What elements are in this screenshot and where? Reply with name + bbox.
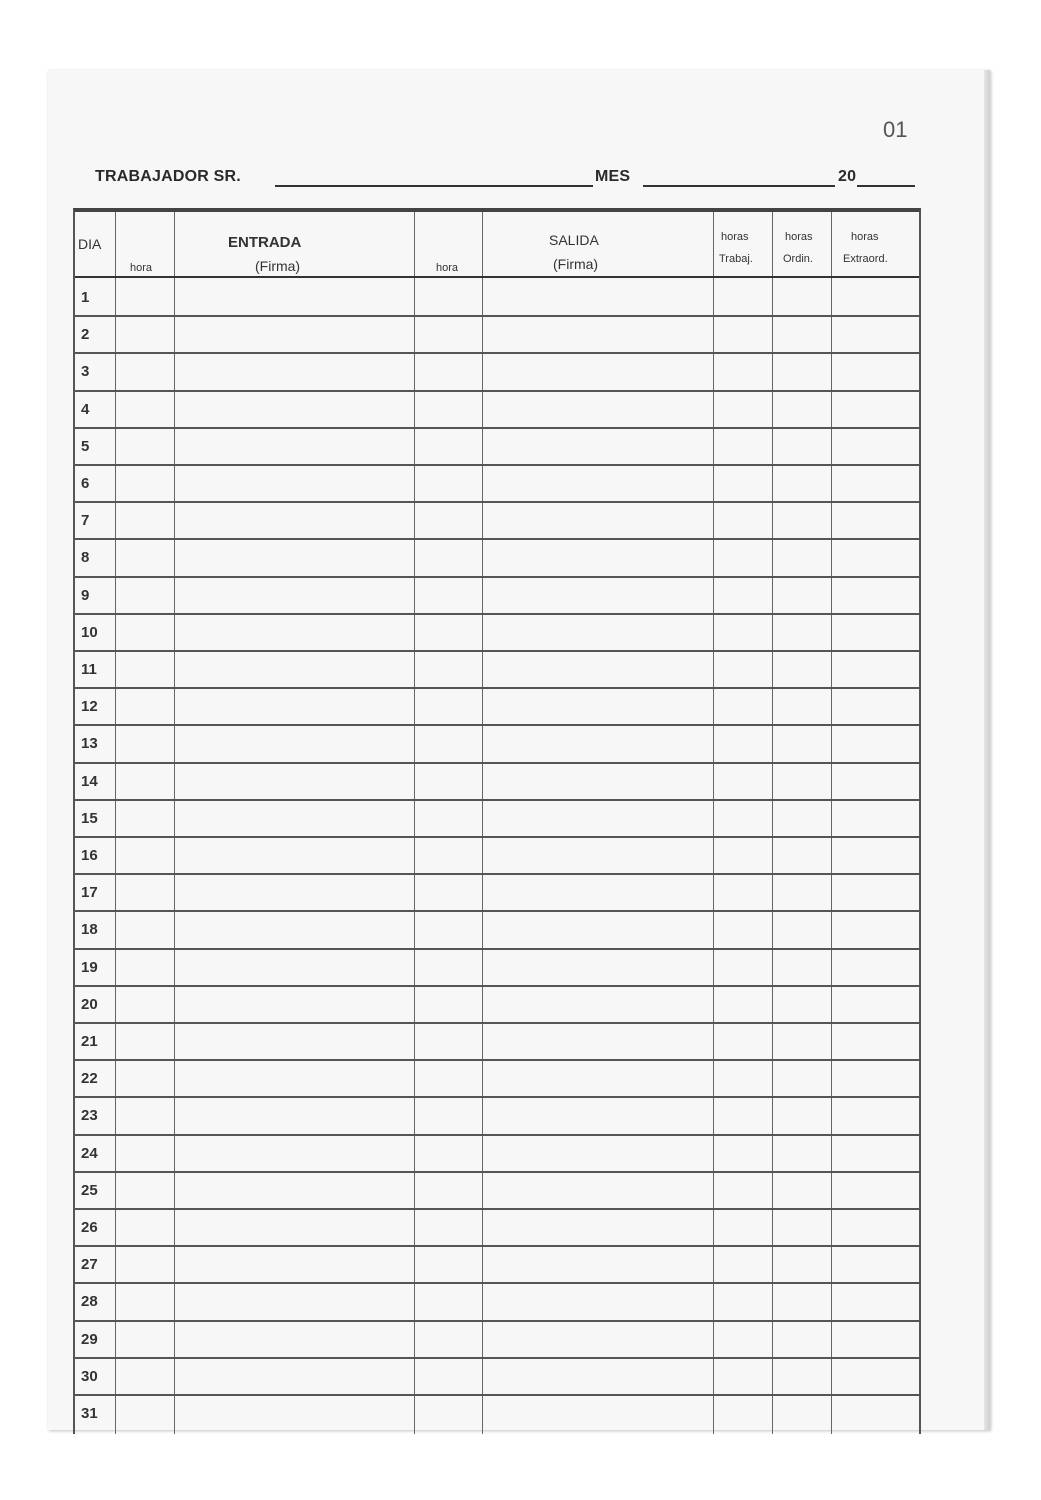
salida-hour-label: hora	[436, 262, 459, 274]
salida-title: SALIDA	[549, 232, 599, 248]
row-divider	[75, 948, 919, 950]
day-number: 18	[81, 921, 98, 939]
day-number: 19	[81, 958, 98, 976]
worker-label: TRABAJADOR SR.	[95, 168, 241, 185]
month-label: MES	[595, 168, 631, 185]
day-number: 8	[81, 549, 90, 567]
row-divider	[75, 1282, 919, 1284]
entrada-subtitle: (Firma)	[255, 258, 301, 274]
day-number: 13	[81, 735, 98, 753]
day-number: 26	[81, 1219, 98, 1236]
day-number: 28	[81, 1293, 98, 1311]
row-divider	[75, 352, 919, 354]
day-number: 12	[81, 698, 98, 716]
day-number: 20	[81, 995, 98, 1013]
row-divider	[75, 762, 919, 764]
salida-subtitle: (Firma)	[553, 256, 599, 272]
row-divider	[75, 427, 919, 429]
row-divider	[75, 1394, 919, 1396]
ordin-label-1: horas	[785, 231, 813, 243]
col-divider-day	[115, 212, 116, 1434]
year-field[interactable]	[857, 185, 915, 187]
day-number: 4	[81, 400, 90, 418]
row-divider	[75, 1320, 919, 1322]
col-divider-entrada	[414, 212, 415, 1434]
day-number: 27	[81, 1256, 98, 1274]
extra-label-2: Extraord.	[843, 253, 888, 265]
day-number: 25	[81, 1181, 98, 1199]
entrada-title: ENTRADA	[228, 234, 302, 251]
month-field[interactable]	[643, 185, 835, 187]
row-divider	[75, 1134, 919, 1136]
day-number: 2	[81, 326, 90, 344]
day-number: 10	[81, 623, 98, 641]
row-divider	[75, 576, 919, 578]
day-number: 23	[81, 1107, 98, 1125]
day-number: 7	[81, 512, 90, 530]
day-number: 6	[81, 475, 90, 492]
day-number: 24	[81, 1144, 98, 1162]
col-divider-salida-hora	[482, 212, 483, 1434]
row-divider	[75, 1357, 919, 1359]
day-number: 22	[81, 1070, 98, 1088]
row-divider	[75, 873, 919, 875]
row-divider	[75, 390, 919, 392]
day-header: DIA	[78, 236, 102, 252]
row-divider	[75, 1022, 919, 1024]
row-divider	[75, 836, 919, 838]
row-divider	[75, 1171, 919, 1173]
row-divider	[75, 613, 919, 615]
day-number: 30	[81, 1367, 98, 1385]
day-number: 21	[81, 1033, 98, 1050]
row-divider	[75, 687, 919, 689]
col-divider-trabaj	[772, 212, 773, 1434]
trabaj-label-2: Trabaj.	[719, 253, 753, 265]
extra-label-1: horas	[851, 231, 879, 243]
row-divider	[75, 650, 919, 652]
col-divider-salida	[713, 212, 714, 1434]
day-number: 17	[81, 884, 98, 902]
row-divider	[75, 464, 919, 466]
header-divider	[75, 276, 919, 278]
day-number: 3	[81, 363, 90, 381]
row-divider	[75, 910, 919, 912]
row-divider	[75, 1208, 919, 1210]
day-number: 16	[81, 847, 98, 864]
day-number: 14	[81, 772, 98, 790]
row-divider	[75, 538, 919, 540]
day-number: 1	[81, 289, 90, 306]
row-divider	[75, 1245, 919, 1247]
row-divider	[75, 1096, 919, 1098]
day-number: 11	[81, 661, 97, 678]
ordin-label-2: Ordin.	[783, 253, 813, 265]
col-divider-ordin	[831, 212, 832, 1434]
day-number: 29	[81, 1330, 98, 1348]
row-divider	[75, 985, 919, 987]
worker-name-field[interactable]	[275, 185, 593, 187]
day-number: 15	[81, 809, 98, 827]
day-number: 5	[81, 437, 90, 455]
worker-header	[95, 168, 917, 192]
year-label: 20	[838, 168, 857, 185]
trabaj-label-1: horas	[721, 231, 749, 243]
attendance-table	[73, 208, 921, 1434]
row-divider	[75, 724, 919, 726]
row-divider	[75, 315, 919, 317]
day-number: 9	[81, 586, 90, 604]
row-divider	[75, 501, 919, 503]
entrada-hour-label: hora	[130, 262, 153, 274]
row-divider	[75, 1059, 919, 1061]
day-number: 31	[81, 1405, 98, 1422]
page-number: 01	[883, 117, 908, 142]
row-divider	[75, 799, 919, 801]
col-divider-entrada-hora	[174, 212, 175, 1434]
